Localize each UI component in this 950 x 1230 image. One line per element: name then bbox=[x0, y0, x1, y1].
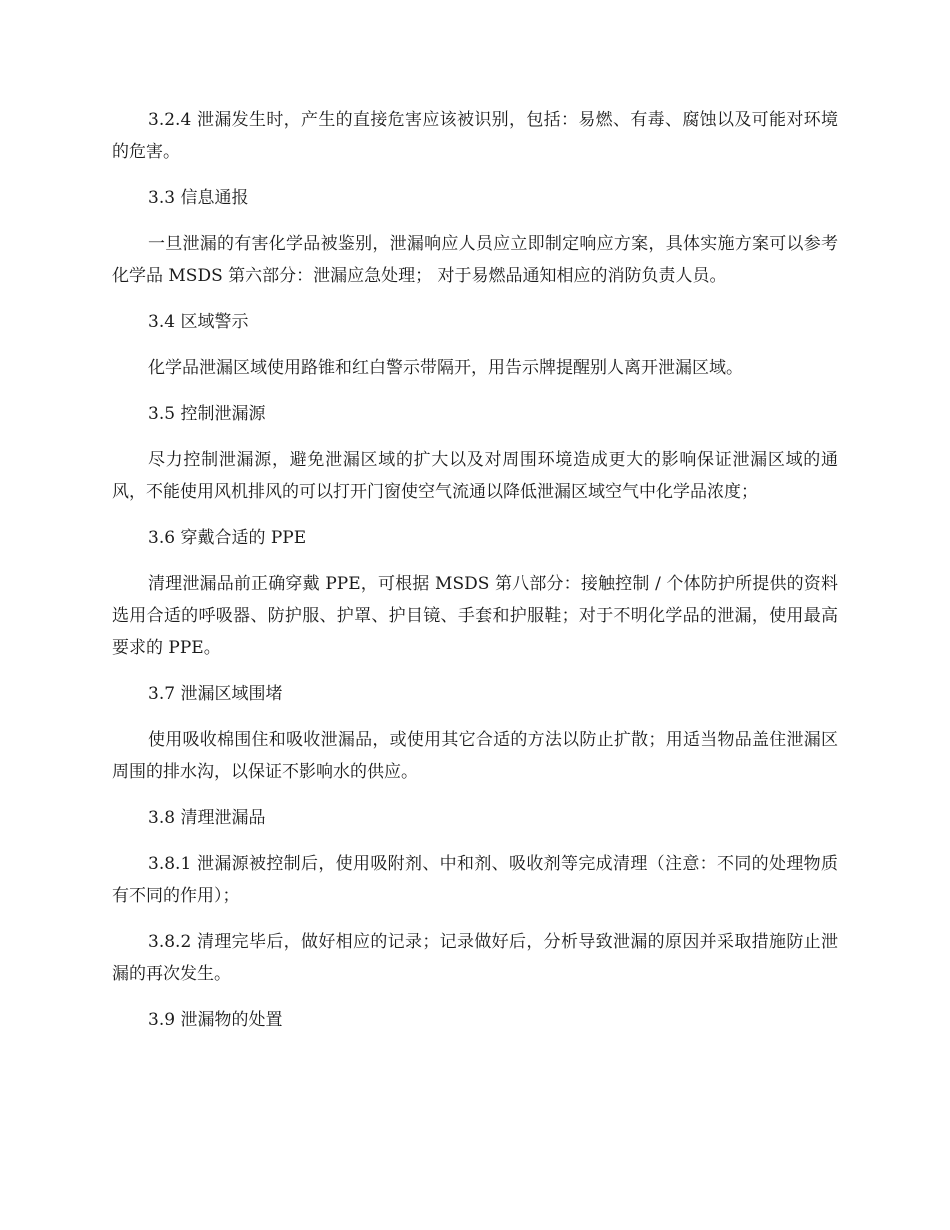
paragraph-3-2-4: 3.2.4 泄漏发生时，产生的直接危害应该被识别，包括：易燃、有毒、腐蚀以及可能对环境的危害。 bbox=[112, 110, 838, 162]
spacer bbox=[112, 384, 838, 398]
section-heading-3-3: 3.3 信息通报 bbox=[148, 188, 249, 208]
spacer bbox=[112, 788, 838, 802]
section-heading-3-5: 3.5 控制泄漏源 bbox=[148, 404, 266, 424]
spacer bbox=[112, 710, 838, 724]
spacer bbox=[112, 292, 838, 306]
spacer bbox=[112, 338, 838, 352]
paragraph-3-8-2: 3.8.2 清理完毕后，做好相应的记录；记录做好后，分析导致泄漏的原因并采取措施防止泄漏的再次发生。 bbox=[112, 932, 838, 984]
spacer bbox=[112, 214, 838, 228]
section-heading-3-9: 3.9 泄漏物的处置 bbox=[148, 1010, 283, 1030]
spacer bbox=[112, 430, 838, 444]
spacer bbox=[112, 168, 838, 182]
paragraph-3-7-body: 使用吸收棉围住和吸收泄漏品，或使用其它合适的方法以防止扩散；用适当物品盖住泄漏区周围的排水沟，以保证不影响水的供应。 bbox=[112, 730, 838, 782]
spacer bbox=[112, 990, 838, 1004]
section-heading-3-4: 3.4 区域警示 bbox=[148, 312, 249, 332]
section-heading-3-6: 3.6 穿戴合适的 PPE bbox=[148, 528, 307, 548]
section-heading-3-7: 3.7 泄漏区域围堵 bbox=[148, 684, 283, 704]
spacer bbox=[112, 508, 838, 522]
spacer bbox=[112, 912, 838, 926]
spacer bbox=[112, 834, 838, 848]
paragraph-3-6-body: 清理泄漏品前正确穿戴 PPE，可根据 MSDS 第八部分：接触控制 / 个体防护所提供的资料选用合适的呼吸器、防护服、护罩、护目镜、手套和护服鞋；对于不明化学品的泄漏，使用最高要求的 PPE。 bbox=[112, 574, 838, 658]
spacer bbox=[112, 554, 838, 568]
paragraph-3-4-body: 化学品泄漏区域使用路锥和红白警示带隔开，用告示牌提醒别人离开泄漏区域。 bbox=[148, 358, 743, 378]
section-heading-3-8: 3.8 清理泄漏品 bbox=[148, 808, 266, 828]
paragraph-3-3-body: 一旦泄漏的有害化学品被鉴别，泄漏响应人员应立即制定响应方案，具体实施方案可以参考化学品 MSDS 第六部分：泄漏应急处理； 对于易燃品通知相应的消防负责人员。 bbox=[112, 234, 838, 286]
paragraph-3-8-1: 3.8.1 泄漏源被控制后，使用吸附剂、中和剂、吸收剂等完成清理（注意：不同的处理物质有不同的作用）； bbox=[112, 854, 838, 906]
paragraph-3-5-body: 尽力控制泄漏源，避免泄漏区域的扩大以及对周围环境造成更大的影响保证泄漏区域的通风，不能使用风机排风的可以打开门窗使空气流通以降低泄漏区域空气中化学品浓度； bbox=[112, 450, 838, 502]
spacer bbox=[112, 664, 838, 678]
